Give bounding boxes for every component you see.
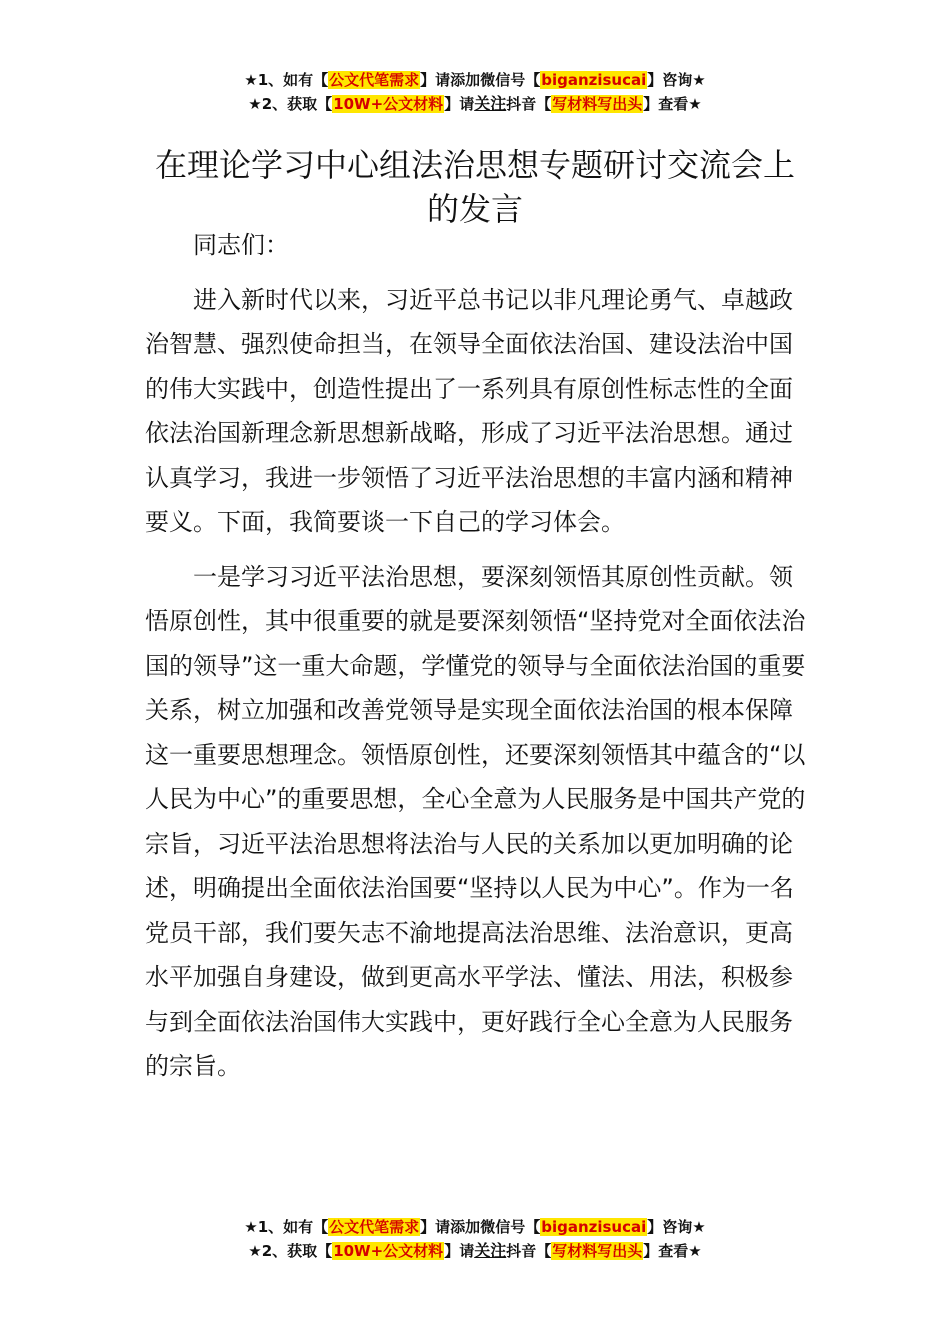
footer-ad-line-2-prefix: ★2、获取【 xyxy=(248,1242,333,1260)
footer-ad-line-1 xyxy=(0,1215,950,1239)
ad-line-1-highlight-service: 公文代笔需求 xyxy=(329,71,420,89)
ad-line-2-suffix: 】查看★ xyxy=(643,95,702,113)
footer-ad-line-2-mid: 】请 xyxy=(444,1242,475,1260)
ad-line-2 xyxy=(0,92,950,116)
ad-line-2-prefix: ★2、获取【 xyxy=(248,95,333,113)
ad-line-1-mid: 】请添加 xyxy=(420,71,481,89)
footer-ad-line-2-highlight-douyin: 写材料写出头 xyxy=(552,1242,643,1260)
footer-ad-line-2-suffix: 】查看★ xyxy=(643,1242,702,1260)
ad-line-1-mid2: 微信号【 xyxy=(480,71,541,89)
ad-line-2-follow: 关注 xyxy=(474,94,507,113)
document-body xyxy=(145,223,813,1089)
document-title: 在理论学习中心组法治思想专题研讨交流会上的发言 xyxy=(154,146,795,229)
footer-ad-line-1-highlight-wechat: biganzisucai xyxy=(541,1218,647,1236)
ad-line-2-mid2: 抖音【 xyxy=(506,95,552,113)
footer-ad-line-2 xyxy=(0,1239,950,1263)
footer-ad-banner xyxy=(0,1215,950,1263)
footer-ad-line-1-prefix: ★1、如有【 xyxy=(244,1218,329,1236)
paragraph-intro: 进入新时代以来，习近平总书记以非凡理论勇气、卓越政治智慧、强烈使命担当，在领导全面依法治国、建设法治中国的伟大实践中，创造性提出了一系列具有原创性标志性的全面依法治国新理念新思想新战略，形成了习近平法治思想。通过认真学习，我进一步领悟了习近平法治思想的丰富内涵和精神要义。下面，我简要谈一下自己的学习体会。 xyxy=(145,285,793,536)
footer-ad-line-1-mid: 】请添加 xyxy=(420,1218,481,1236)
footer-ad-line-1-highlight-service: 公文代笔需求 xyxy=(329,1218,420,1236)
ad-line-1-suffix: 】咨询★ xyxy=(647,71,706,89)
ad-line-2-mid: 】请 xyxy=(444,95,475,113)
ad-line-1-highlight-wechat: biganzisucai xyxy=(541,71,647,89)
footer-ad-line-2-follow: 关注 xyxy=(474,1241,507,1260)
footer-ad-line-1-suffix: 】咨询★ xyxy=(647,1218,706,1236)
paragraph-point-one: 一是学习习近平法治思想，要深刻领悟其原创性贡献。领悟原创性，其中很重要的就是要深刻领悟“坚持党对全面依法治国的领导”这一重大命题，学懂党的领导与全面依法治国的重要关系，树立加强和改善党领导是实现全面依法治国的根本保障这一重要思想理念。领悟原创性，还要深刻领悟其中蕴含的“以人民为中心”的重要思想，全心全意为人民服务是中国共产党的宗旨，习近平法治思想将法治与人民的关系加以更加明确的论述，明确提出全面依法治国要“坚持以人民为中心”。作为一名党员干部，我们要矢志不渝地提高法治思维、法治意识，更高水平加强自身建设，做到更高水平学法、懂法、用法，积极参与到全面依法治国伟大实践中，更好践行全心全意为人民服务的宗旨。 xyxy=(145,562,806,1080)
ad-line-1-prefix: ★1、如有【 xyxy=(244,71,329,89)
header-ad-banner xyxy=(0,68,950,116)
salutation: 同志们： xyxy=(193,231,289,259)
footer-ad-line-1-mid2: 微信号【 xyxy=(480,1218,541,1236)
ad-line-1 xyxy=(0,68,950,92)
footer-ad-line-2-mid2: 抖音【 xyxy=(506,1242,552,1260)
footer-ad-line-2-highlight-materials: 10W+公文材料 xyxy=(333,1242,444,1260)
ad-line-2-highlight-materials: 10W+公文材料 xyxy=(333,95,444,113)
ad-line-2-highlight-douyin: 写材料写出头 xyxy=(552,95,643,113)
